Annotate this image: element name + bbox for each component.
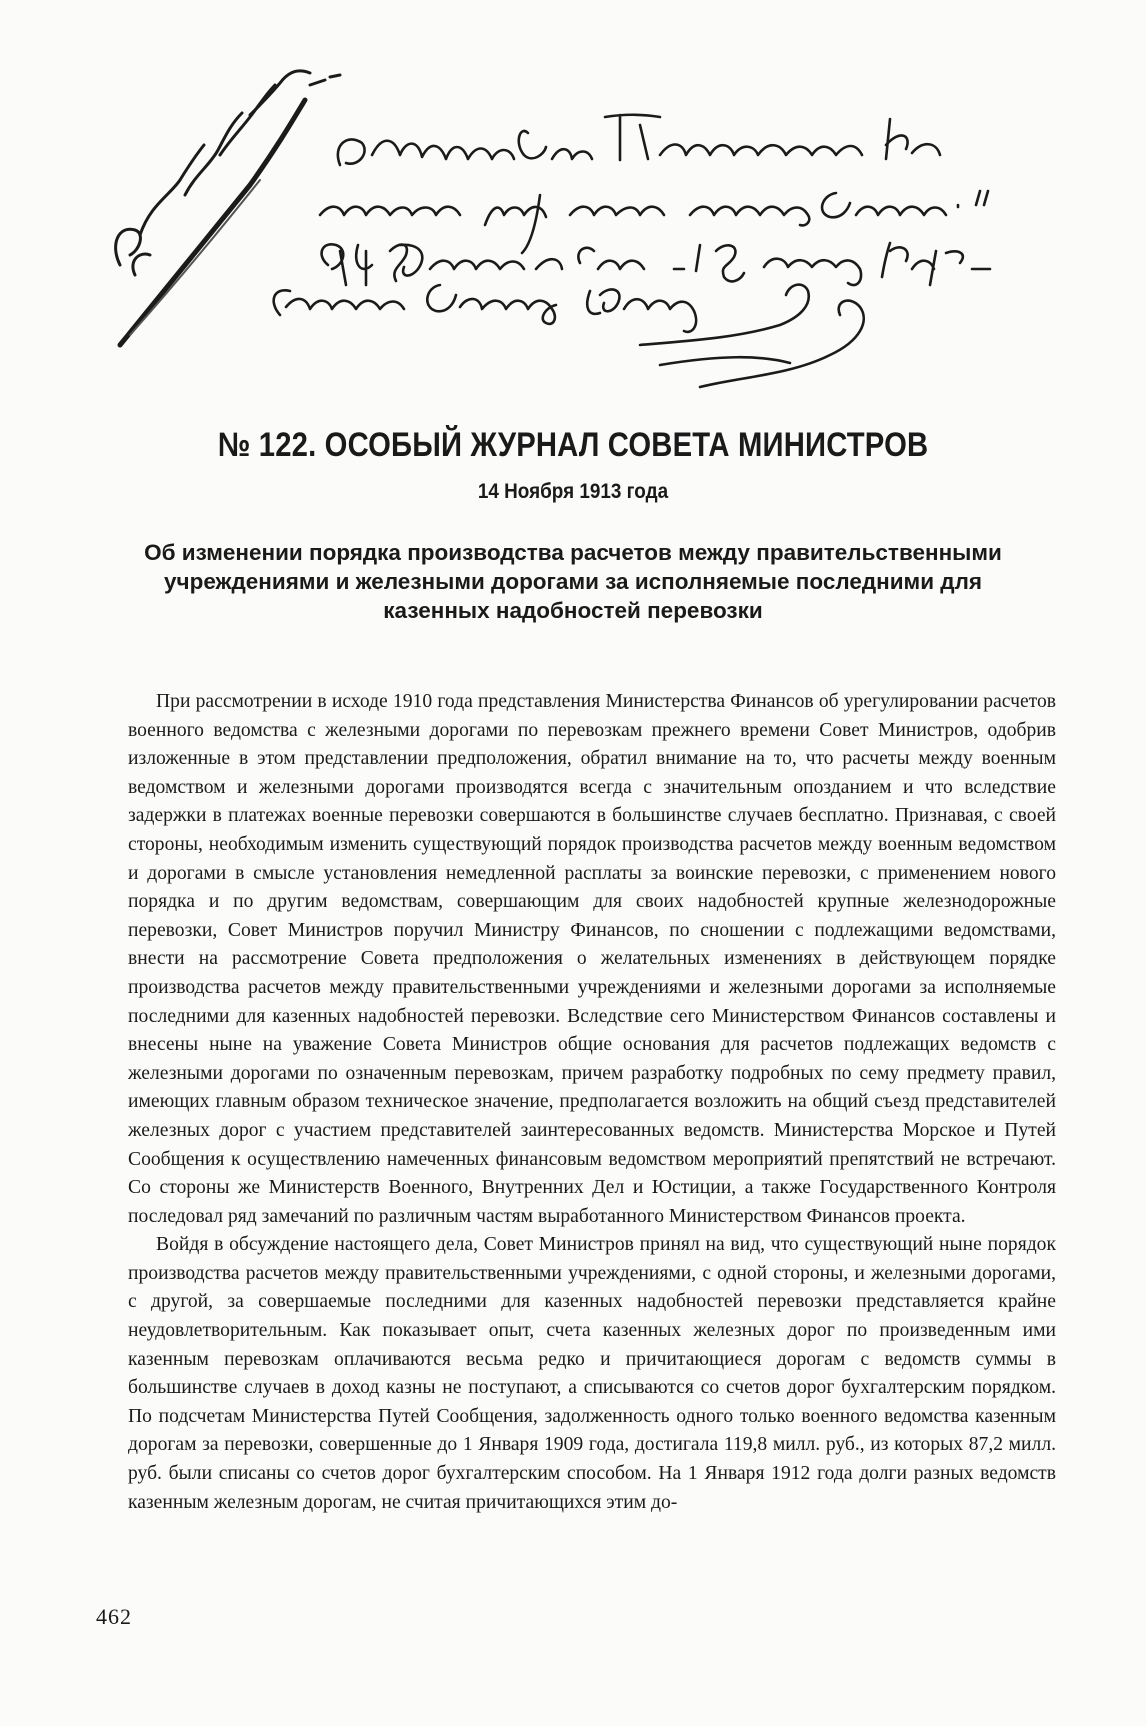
body-paragraph: Войдя в обсуждение настоящего дела, Совет Министров принял на вид, что существующий ныне порядок производства расчетов между правительственными учреждениями, с одной стороны, и железными дорогами, с другой, за совершаемые последними для казенных надобностей перевозки представляется крайне неудовлетворительным. Как показывает опыт, счета казенных железных дорог по произведенным ими казенным перевозкам оплачиваются весьма редко и причитающиеся дорогам с ведомств суммы в большинстве случаев в доход казны не поступают, а списываются со счетов дорог бухгалтерским порядком. По подсчетам Министерства Путей Сообщения, задолженность одного только военного ведомства казенным дорогам за перевозки, совершенные до 1 Января 1909 года, достигала 119,8 милл. руб., из которых 87,2 милл. руб. были списаны со счетов дорог бухгалтерским способом. На 1 Января 1912 года долги разных ведомств казенным железным дорогам, не считая причитающихся этим до- (128, 1234, 1056, 1513)
margin-flourish-stroke (120, 100, 305, 345)
handwriting-signature-image (100, 55, 1030, 425)
handwriting-line-4 (274, 285, 864, 387)
document-date: 14 Ноября 1913 года (477, 480, 669, 503)
body-paragraph: При рассмотрении в исходе 1910 года представления Министерства Финансов об урегулировании расчетов военного ведомства с железными дорогами по перевозкам прежнего времени Совет Министров, одобрив изложенные в этом представлении предположения, обратил внимание на то, что расчеты между военным ведомством и железными дорогами производятся всегда с значительным опозданием и что вследствие задержки в платежах военные перевозки совершаются в большинстве случаев бесплатно. Признавая, с своей стороны, необходимым изменить существующий порядок производства расчетов между военным ведомством и дорогами в смысле установления немедленной расплаты за воинские перевозки, с применением нового порядка и по другим ведомствам, совершающим для своих надобностей крупные железнодорожные перевозки, Совет Министров поручил Министру Финансов, по сношении с подлежащими ведомствами, внести на рассмотрение Совета предположения о желательных изменениях в действующем порядке производства расчетов между правительственными учреждениями и железными дорогами за исполняемые последними для казенных надобностей перевозки. Вследствие сего Министерством Финансов составлены и внесены ныне на уважение Совета Министров общие основания для расчетов подлежащих ведомств с железными дорогами по означенным перевозкам, причем разработку подробных по сему предмету правил, имеющих главным образом техническое значение, предполагается возложить на общий съезд представителей железных дорог с участием представителей заинтересованных ведомств. Министерства Морское и Путей Сообщения к осуществлению намеченных финансовым ведомством мероприятий препятствий не встречают. Со стороны же Министерств Военного, Внутренних Дел и Юстиции, а также Государственного Контроля последовал ряд замечаний по различным частям выработанного Министерством Финансов проекта. (128, 691, 1056, 1227)
document-body (128, 688, 1056, 1517)
handwritten-resolution (100, 55, 1030, 425)
page-number: 462 (96, 1604, 132, 1629)
handwriting-line-1 (338, 115, 940, 165)
handwriting-line-2 (320, 191, 988, 253)
document-subject: Об изменении порядка производства расчетов между правительственными учреждениями и железными дорогами за исполняемые последними для казенных надобностей перевозки (144, 540, 1002, 623)
handwriting-line-3 (322, 243, 990, 285)
document-title: № 122. ОСОБЫЙ ЖУРНАЛ СОВЕТА МИНИСТРОВ (217, 426, 929, 464)
